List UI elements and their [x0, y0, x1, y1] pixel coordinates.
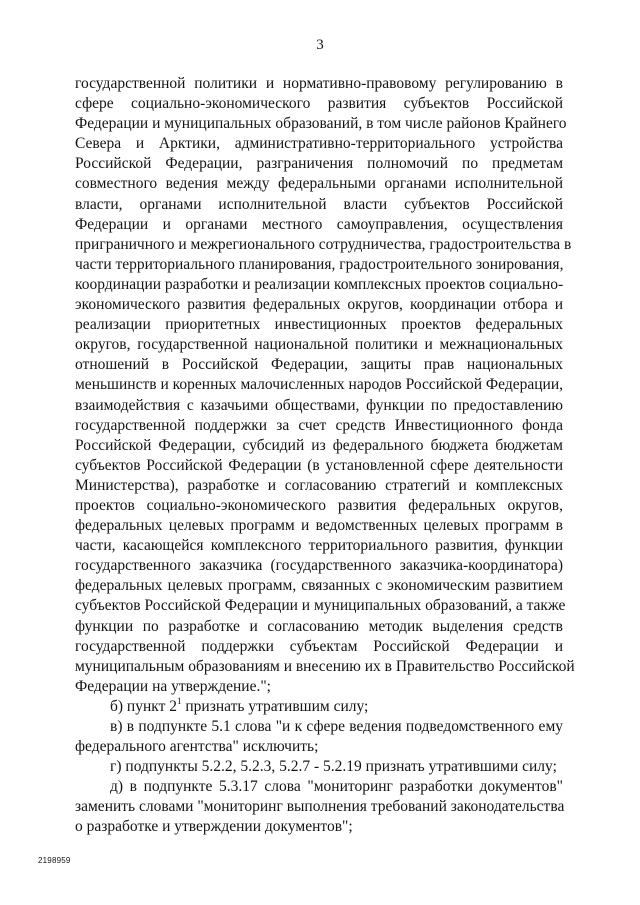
- document-body: [75, 74, 575, 838]
- paragraph-line: федеральных целевых программ и ведомственных целевых программ в: [75, 517, 563, 535]
- paragraph-line: приграничного и межрегионального сотрудничества, градостроительства в: [75, 235, 572, 253]
- amendment-line: федерального агентства" исключить;: [75, 738, 319, 756]
- amendment-line: [75, 697, 563, 717]
- paragraph-line: функции по разработке и согласованию методик выделения средств: [75, 617, 563, 635]
- paragraph-line: реализации приоритетных инвестиционных проектов федеральных: [75, 316, 563, 334]
- amendment-item-v: [75, 717, 563, 757]
- paragraph-line: Севера и Арктики, административно-территориального устройства: [75, 135, 563, 153]
- paragraph-line: части территориального планирования, градостроительного зонирования,: [75, 255, 564, 273]
- paragraph-line: сфере социально-экономического развития субъектов Российской: [75, 95, 563, 113]
- paragraph-line: экономического развития федеральных округов, координации отбора и: [75, 296, 563, 314]
- paragraph-line: Федерации на утверждение.";: [75, 677, 271, 695]
- amendment-line: г) подпункты 5.2.2, 5.2.3, 5.2.7 - 5.2.19 признать утратившими силу;: [110, 758, 557, 776]
- paragraph-line: муниципальным образованиям и внесению их в Правительство Российской: [75, 657, 575, 675]
- paragraph-line: федеральных целевых программ, связанных с экономическим развитием: [75, 577, 563, 595]
- paragraph-line: Российской Федерации, субсидий из федерального бюджета бюджетам: [75, 436, 563, 454]
- paragraph-line: Федерации и муниципальных образований, в том числе районов Крайнего: [75, 115, 567, 133]
- paragraph-line: координации разработки и реализации комплексных проектов социально-: [75, 275, 564, 293]
- paragraph-line: отношений в Российской Федерации, защиты прав национальных: [75, 356, 563, 374]
- paragraph-line: субъектов Российской Федерации (в установленной сфере деятельности: [75, 456, 563, 474]
- paragraph-line: округов, государственной национальной политики и межнациональных: [75, 336, 563, 354]
- paragraph-line: меньшинств и коренных малочисленных народов Российской Федерации,: [75, 376, 563, 394]
- paragraph-line: государственного заказчика (государственного заказчика-координатора): [75, 557, 563, 575]
- item-b-superscript: 1: [177, 695, 182, 706]
- paragraph-line: государственной поддержки субъектам Российской Федерации и: [75, 637, 563, 655]
- paragraph-line: совместного ведения между федеральными органами исполнительной: [75, 175, 563, 193]
- amendment-line: о разработке и утверждении документов";: [75, 818, 353, 836]
- paragraph-line: проектов социально-экономического развития федеральных округов,: [75, 496, 563, 514]
- item-b-prefix: б) пункт 2: [110, 697, 177, 715]
- amendment-item-d: [75, 777, 563, 837]
- amendment-line: д) в подпункте 5.3.17 слова "мониторинг разработки документов": [110, 778, 563, 796]
- amendment-line: заменить словами "мониторинг выполнения требований законодательства: [75, 798, 565, 816]
- amendment-item-b: [75, 697, 563, 717]
- item-b-suffix: признать утратившим силу;: [181, 697, 369, 715]
- paragraph-line: власти, органами исполнительной власти субъектов Российской: [75, 195, 563, 213]
- main-paragraph: [75, 74, 575, 697]
- paragraph-line: Российской Федерации, разграничения полномочий по предметам: [75, 155, 563, 173]
- document-code: 2198959: [38, 856, 71, 865]
- page-number: 3: [316, 37, 324, 53]
- paragraph-line: субъектов Российской Федерации и муниципальных образований, а также: [75, 597, 566, 615]
- paragraph-line: Министерства), разработке и согласованию стратегий и комплексных: [75, 476, 563, 494]
- paragraph-line: части, касающейся комплексного территориального развития, функции: [75, 537, 563, 555]
- paragraph-line: государственной политики и нормативно-правовому регулированию в: [75, 75, 563, 92]
- paragraph-line: взаимодействия с казачьими обществами, функции по предоставлению: [75, 396, 563, 414]
- paragraph-line: государственной поддержки за счет средств Инвестиционного фонда: [75, 416, 563, 434]
- amendment-item-g: [75, 757, 563, 777]
- paragraph-line: Федерации и органами местного самоуправления, осуществления: [75, 215, 563, 233]
- amendment-line: в) в подпункте 5.1 слова "и к сфере ведения подведомственного ему: [110, 718, 563, 735]
